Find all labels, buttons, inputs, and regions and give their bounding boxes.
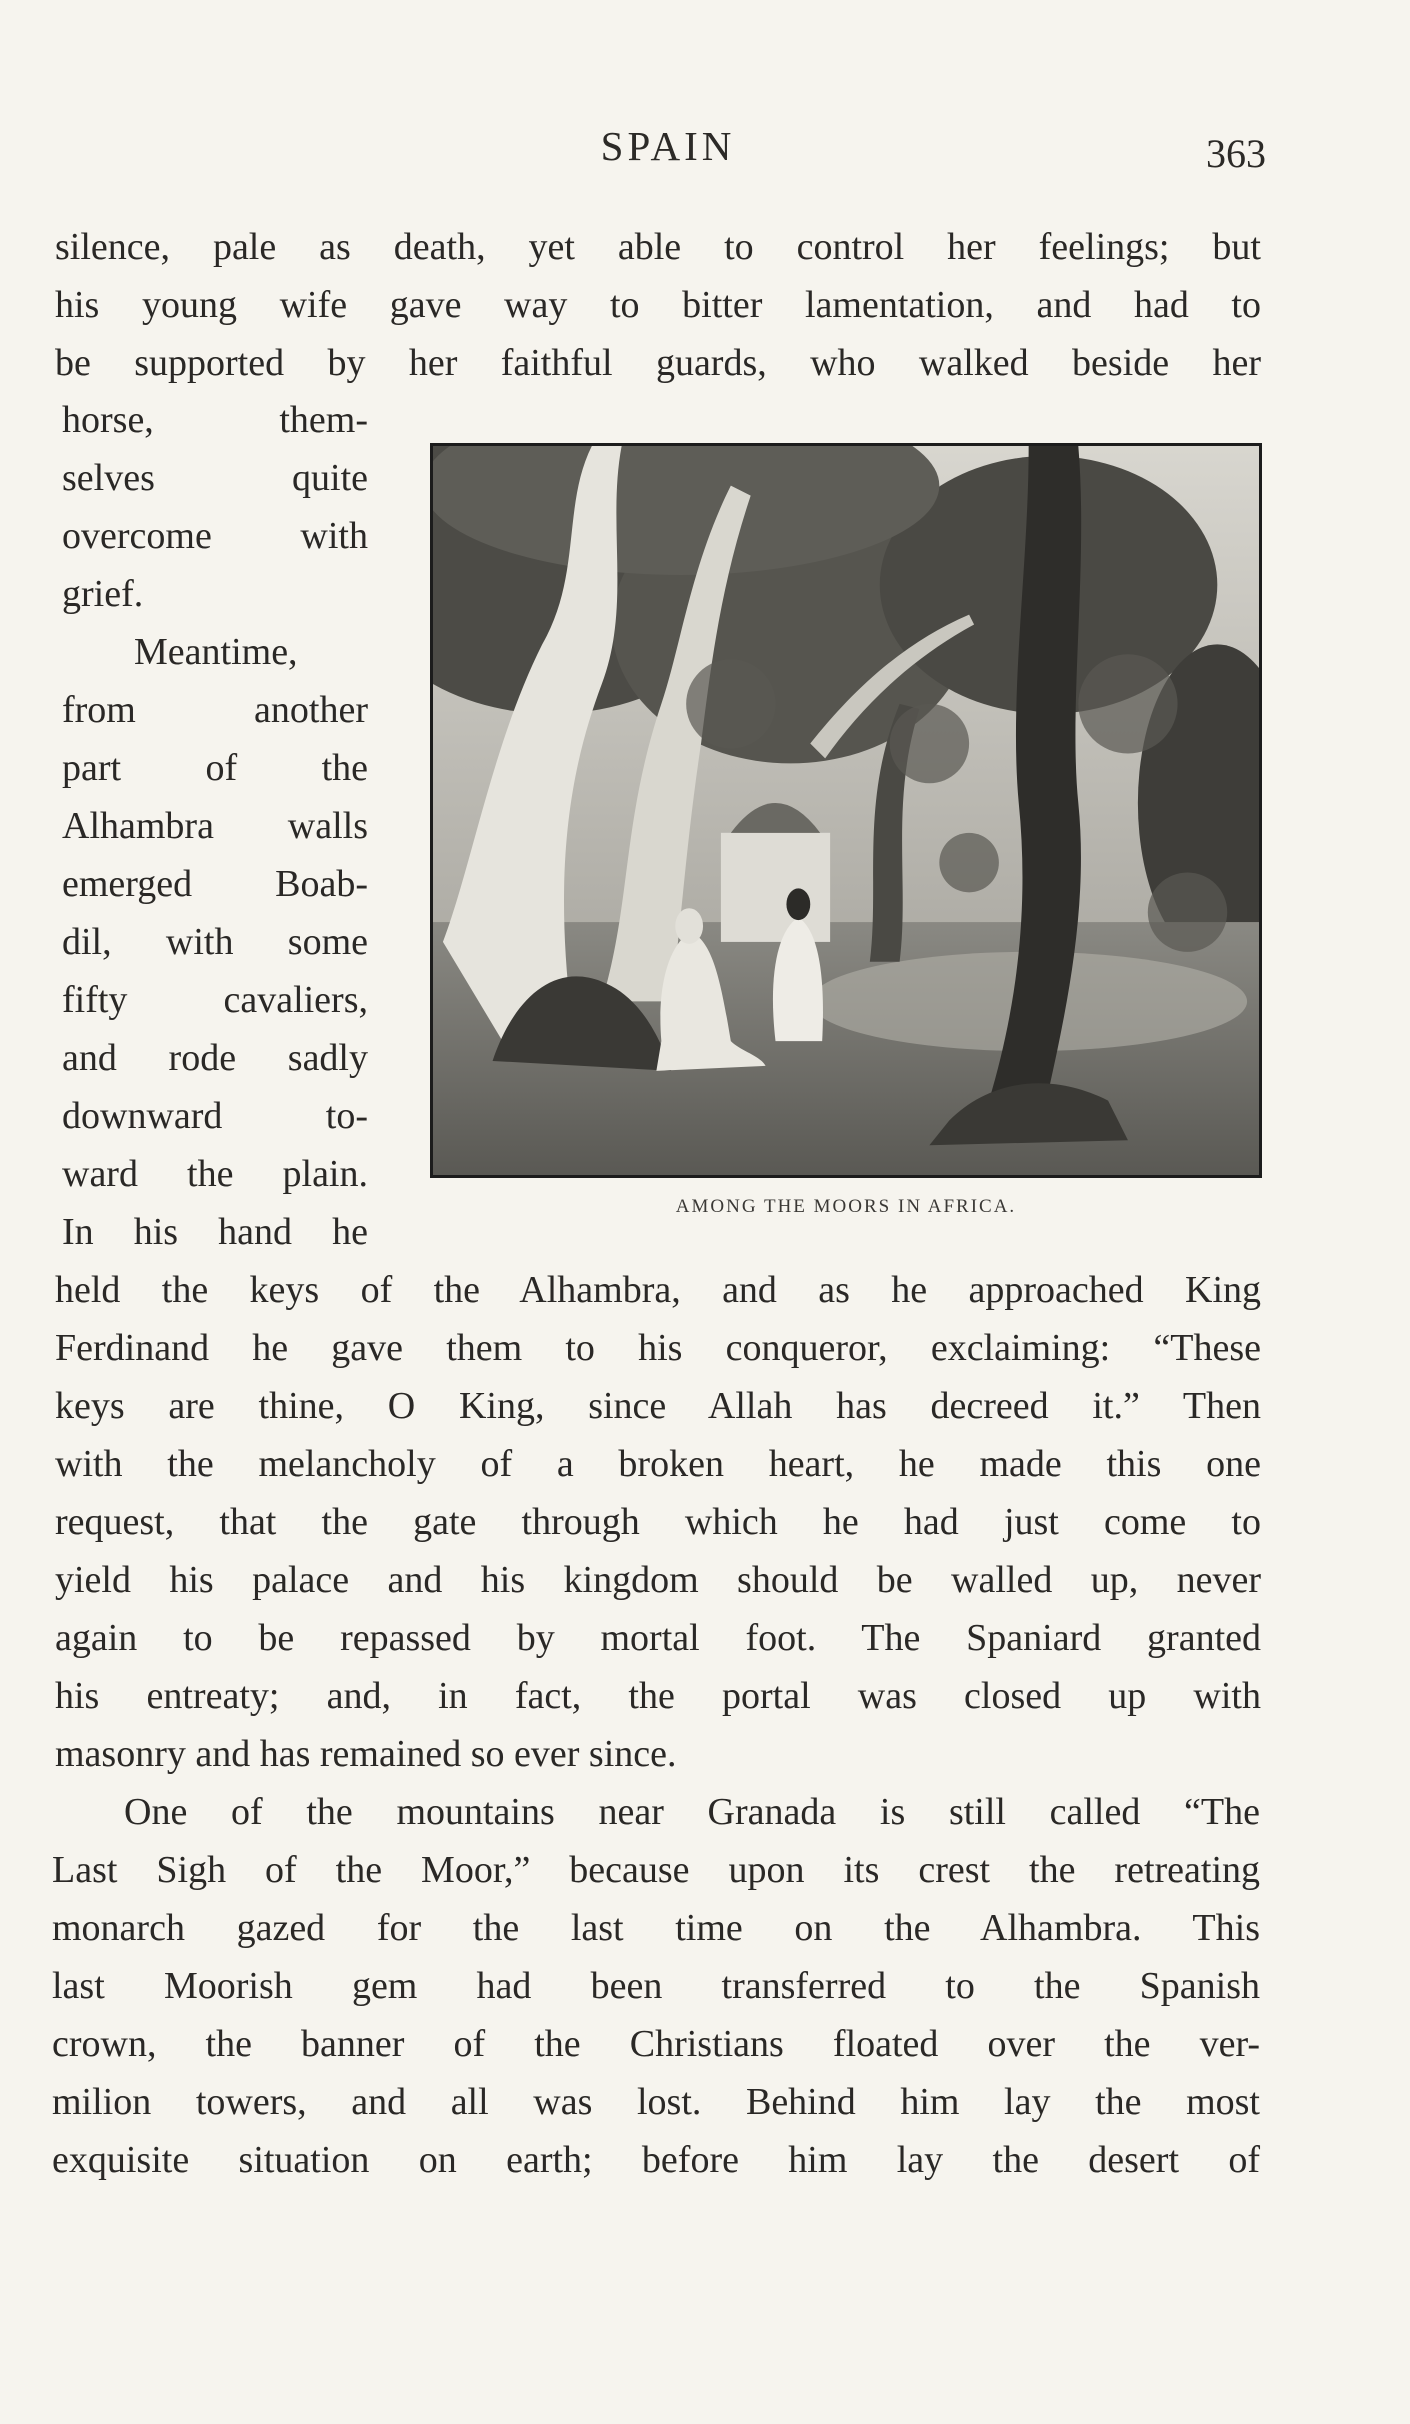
text-line: monarch gazed for the last time on the Alhambra. This bbox=[52, 1907, 1260, 1949]
text-line: his young wife gave way to bitter lamentation, and had to bbox=[55, 284, 1261, 326]
text-line: masonry and has remained so ever since. bbox=[55, 1733, 677, 1775]
text-line: milion towers, and all was lost. Behind him lay the most bbox=[52, 2081, 1260, 2123]
text-line: and rode sadly bbox=[62, 1037, 368, 1079]
text-line: selves quite bbox=[62, 457, 368, 499]
text-line: last Moorish gem had been transferred to the Spanish bbox=[52, 1965, 1260, 2007]
text-line: silence, pale as death, yet able to control her feelings; but bbox=[55, 226, 1261, 268]
text-line: emerged Boab- bbox=[62, 863, 368, 905]
text-line: again to be repassed by mortal foot. The Spaniard granted bbox=[55, 1617, 1261, 1659]
text-line: One of the mountains near Granada is still called “The bbox=[124, 1791, 1260, 1833]
text-line: with the melancholy of a broken heart, he made this one bbox=[55, 1443, 1261, 1485]
text-line: from another bbox=[62, 689, 368, 731]
text-line: be supported by her faithful guards, who walked beside her bbox=[55, 342, 1261, 384]
text-line: horse, them- bbox=[62, 399, 368, 441]
text-line: downward to- bbox=[62, 1095, 368, 1137]
text-line: request, that the gate through which he had just come to bbox=[55, 1501, 1261, 1543]
text-line: held the keys of the Alhambra, and as he approached King bbox=[55, 1269, 1261, 1311]
text-line: fifty cavaliers, bbox=[62, 979, 368, 1021]
text-line: ward the plain. bbox=[62, 1153, 368, 1195]
text-line: Meantime, bbox=[134, 631, 298, 673]
figure-caption: AMONG THE MOORS IN AFRICA. bbox=[675, 1196, 1017, 1217]
text-line: exquisite situation on earth; before him lay the desert of bbox=[52, 2139, 1260, 2181]
page-number: 363 bbox=[1206, 131, 1266, 176]
photo-among-the-moors bbox=[430, 443, 1262, 1178]
text-line: In his hand he bbox=[62, 1211, 368, 1253]
text-line: part of the bbox=[62, 747, 368, 789]
text-line: grief. bbox=[62, 573, 144, 615]
text-line: crown, the banner of the Christians floated over the ver- bbox=[52, 2023, 1260, 2065]
text-line: keys are thine, O King, since Allah has decreed it.” Then bbox=[55, 1385, 1261, 1427]
text-line: his entreaty; and, in fact, the portal was closed up with bbox=[55, 1675, 1261, 1717]
text-line: overcome with bbox=[62, 515, 368, 557]
running-head: SPAIN bbox=[600, 123, 736, 169]
text-line: dil, with some bbox=[62, 921, 368, 963]
text-line: Alhambra walls bbox=[62, 805, 368, 847]
text-line: Ferdinand he gave them to his conqueror, exclaiming: “These bbox=[55, 1327, 1261, 1369]
photo-illustration bbox=[433, 446, 1259, 1175]
text-line: Last Sigh of the Moor,” because upon its crest the retreating bbox=[52, 1849, 1260, 1891]
text-line: yield his palace and his kingdom should be walled up, never bbox=[55, 1559, 1261, 1601]
